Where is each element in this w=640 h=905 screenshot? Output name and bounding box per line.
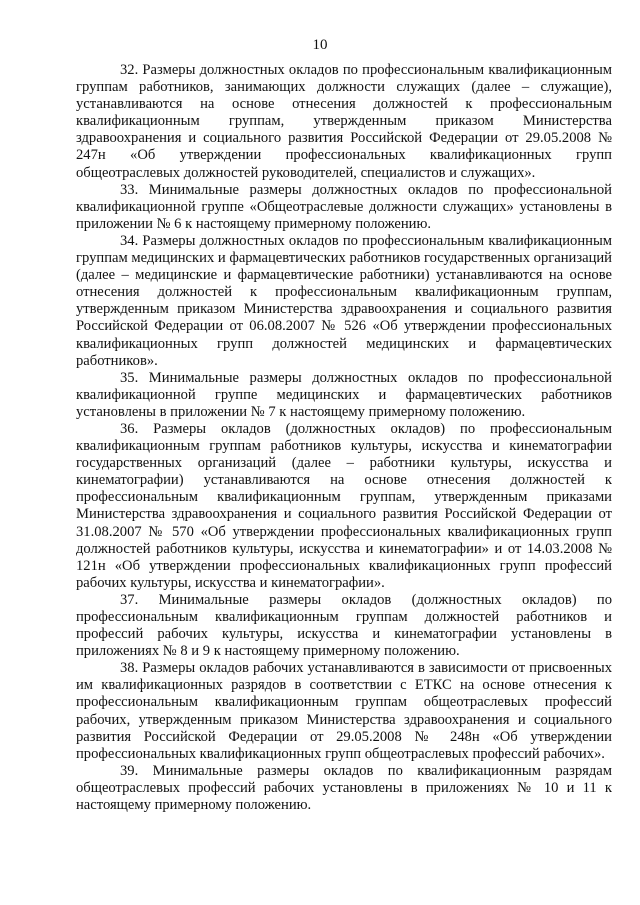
document-body [76, 62, 612, 814]
paragraph-32: 32. Размеры должностных окладов по профессиональным квалификационным группам работников, занимающих должности служащих (далее – служащие), устанавливаются на основе отнесения должностей к профессиональным квалификационным группам, утвержденным приказом Министерства здравоохранения и социального развития Российской Федерации от 29.05.2008 № 247н «Об утверждении профессиональных квалификационных групп общеотраслевых должностей руководителей, специалистов и служащих». [76, 62, 612, 181]
paragraph-37: 37. Минимальные размеры окладов (должностных окладов) по профессиональным квалификационным группам должностей работников и профессий рабочих культуры, искусства и кинематографии установлены в приложениях № 8 и 9 к настоящему примерному положению. [76, 591, 612, 660]
paragraph-39: 39. Минимальные размеры окладов по квалификационным разрядам общеотраслевых профессий рабочих установлены в приложениях № 10 и 11 к настоящему примерному положению. [76, 762, 612, 814]
paragraph-35: 35. Минимальные размеры должностных окладов по профессиональной квалификационной группе медицинских и фармацевтических работников установлены в приложении № 7 к настоящему примерному положению. [76, 369, 612, 420]
paragraph-38: 38. Размеры окладов рабочих устанавливаются в зависимости от присвоенных им квалификационных разрядов в соответствии с ЕТКС на основе отнесения к профессиональным квалификационным группам общеотраслевых профессий рабочих, утвержденным приказом Министерства здравоохранения и социального развития Российской Федерации от 29.05.2008 № 248н «Об утверждении профессиональных квалификационных групп общеотраслевых профессий рабочих». [76, 660, 612, 762]
page-number: 10 [312, 37, 328, 53]
paragraph-36: 36. Размеры окладов (должностных окладов) по профессиональным квалификационным группам работников культуры, искусства и кинематографии государственных организаций (далее – работники культуры, искусства и кинематографии) устанавливаются на основе отнесения должностей к профессиональным квалификационным группам, утвержденным приказами Министерства здравоохранения и социального развития Российской Федерации от 31.08.2007 № 570 «Об утверждении профессиональных квалификационных групп должностей работников культуры, искусства и кинематографии» и от 14.03.2008 № 121н «Об утверждении профессиональных квалификационных групп профессий рабочих культуры, искусства и кинематографии». [76, 420, 612, 591]
paragraph-33: 33. Минимальные размеры должностных окладов по профессиональной квалификационной группе «Общеотраслевые должности служащих» установлены в приложении № 6 к настоящему примерному положению. [76, 181, 612, 232]
paragraph-34: 34. Размеры должностных окладов по профессиональным квалификационным группам медицинских и фармацевтических работников государственных организаций (далее – медицинские и фармацевтические работники) устанавливаются на основе отнесения должностей к профессиональным квалификационным группам, утвержденным приказом Министерства здравоохранения и социального развития Российской Федерации от 06.08.2007 № 526 «Об утверждении профессиональных квалификационных групп должностей медицинских и фармацевтических работников». [76, 232, 612, 369]
